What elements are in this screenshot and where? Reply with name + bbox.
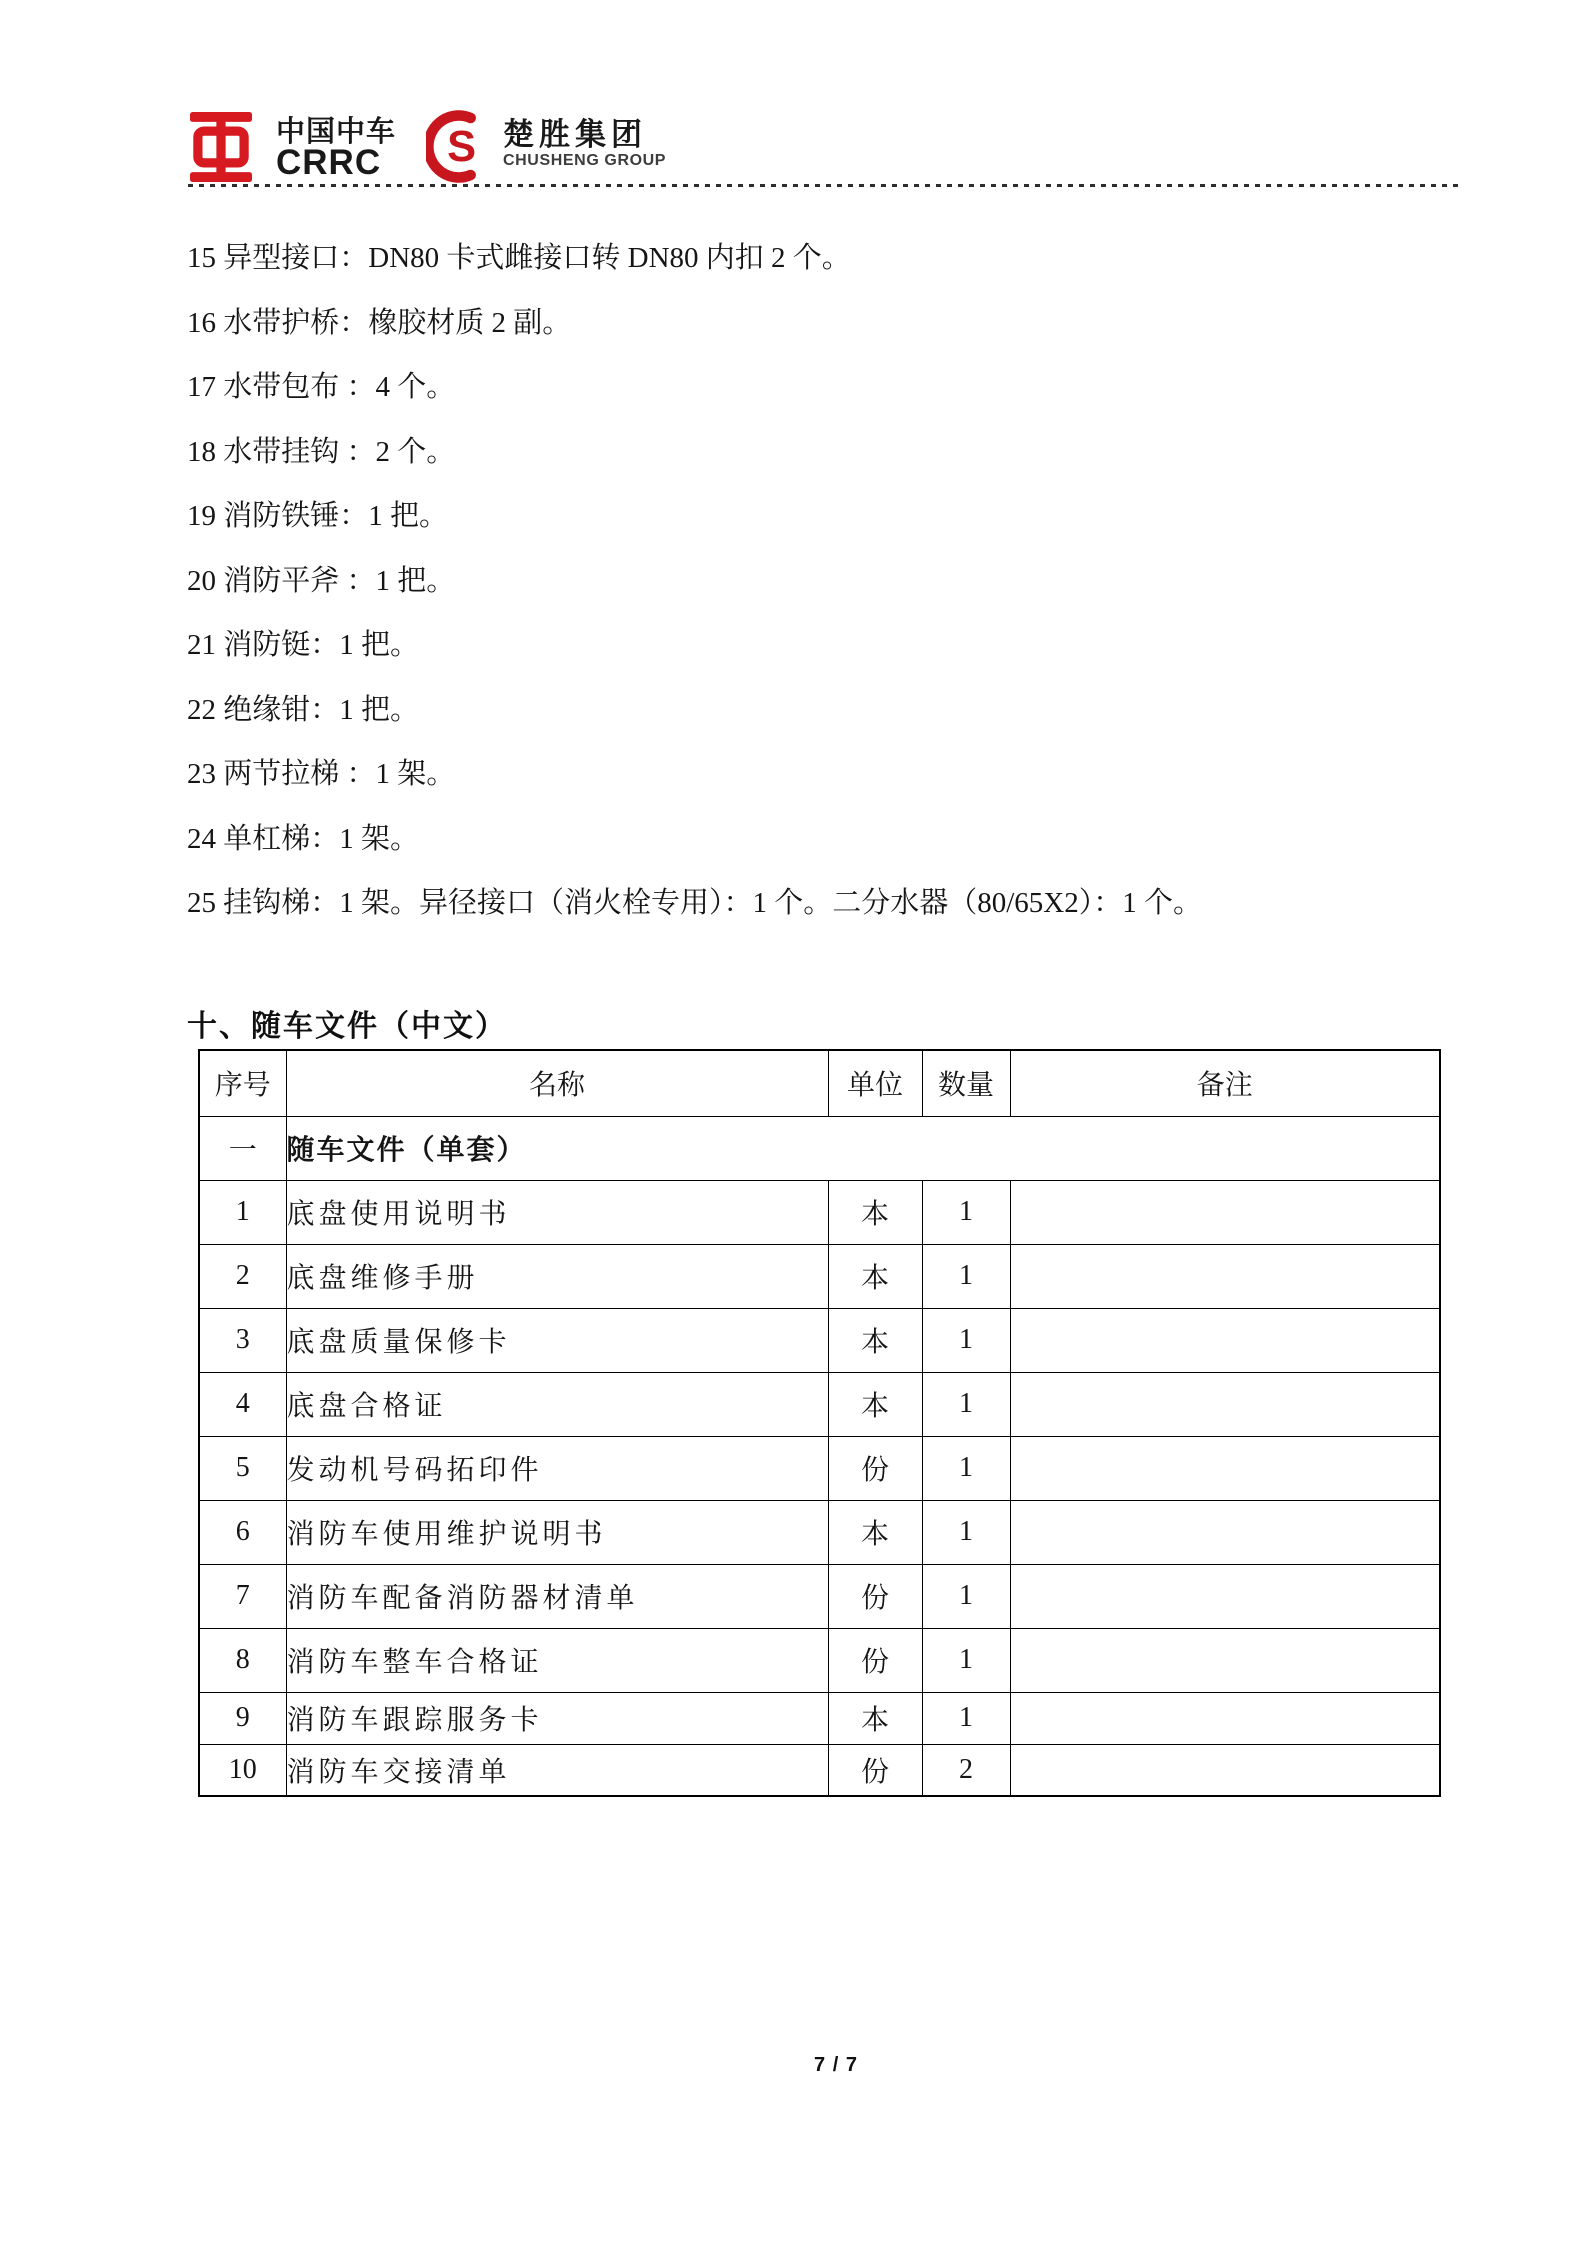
cell-note: [1010, 1564, 1440, 1628]
cell-note: [1010, 1308, 1440, 1372]
cell-name: 底盘维修手册: [286, 1244, 828, 1308]
cell-unit: 本: [828, 1308, 922, 1372]
chusheng-cn-text: 楚胜集团: [503, 117, 647, 152]
cell-name: 底盘合格证: [286, 1372, 828, 1436]
list-item: 18 水带挂钩 ：2 个。: [187, 435, 456, 468]
cell-name: 消防车交接清单: [286, 1744, 828, 1796]
cell-unit: 本: [828, 1500, 922, 1564]
cell-no: 9: [199, 1692, 286, 1744]
cell-unit: 本: [828, 1180, 922, 1244]
cell-name: 发动机号码拓印件: [286, 1436, 828, 1500]
table-row: [199, 1372, 1440, 1436]
cell-no: 8: [199, 1628, 286, 1692]
cell-qty: 1: [922, 1308, 1010, 1372]
cell-qty: 1: [922, 1500, 1010, 1564]
cell-unit: 份: [828, 1628, 922, 1692]
cell-note: [1010, 1436, 1440, 1500]
cell-note: [1010, 1500, 1440, 1564]
page-number: 7 / 7: [814, 2054, 858, 2076]
cell-note: [1010, 1180, 1440, 1244]
header-note: 备注: [1010, 1050, 1440, 1116]
cell-unit: 份: [828, 1744, 922, 1796]
crrc-en-text: CRRC: [276, 143, 382, 182]
cell-unit: 本: [828, 1372, 922, 1436]
section-row-no: 一: [199, 1116, 286, 1180]
header-qty: 数量: [922, 1050, 1010, 1116]
crrc-wordmark: [276, 116, 397, 182]
cell-qty: 1: [922, 1180, 1010, 1244]
list-item: 22 绝缘钳：1 把。: [187, 693, 420, 726]
cell-qty: 1: [922, 1372, 1010, 1436]
table-header-row: [199, 1050, 1440, 1116]
crrc-logo-icon: [188, 112, 254, 182]
cell-qty: 1: [922, 1564, 1010, 1628]
cell-name: 消防车使用维护说明书: [286, 1500, 828, 1564]
cell-no: 1: [199, 1180, 286, 1244]
header-name: 名称: [286, 1050, 828, 1116]
cell-unit: 份: [828, 1564, 922, 1628]
table-row: [199, 1628, 1440, 1692]
cell-note: [1010, 1244, 1440, 1308]
cell-name: 消防车配备消防器材清单: [286, 1564, 828, 1628]
header-divider: [188, 184, 1458, 187]
crrc-cn-text: 中国中车: [276, 116, 397, 148]
list-item: 25 挂钩梯：1 架。异径接口（消火栓专用）：1 个。二分水器（80/65X2）：1 个。: [187, 887, 1203, 919]
table-row: [199, 1308, 1440, 1372]
list-item: 19 消防铁锤：1 把。: [187, 500, 449, 532]
cell-note: [1010, 1744, 1440, 1796]
list-item: 21 消防铤：1 把。: [187, 629, 420, 661]
cell-name: 底盘使用说明书: [286, 1180, 828, 1244]
cell-no: 6: [199, 1500, 286, 1564]
cell-qty: 1: [922, 1692, 1010, 1744]
svg-text:S: S: [447, 122, 477, 171]
chusheng-logo-icon: [426, 110, 488, 183]
cell-no: 3: [199, 1308, 286, 1372]
cell-no: 4: [199, 1372, 286, 1436]
table-row: [199, 1436, 1440, 1500]
list-item: 16 水带护桥：橡胶材质 2 副。: [187, 306, 572, 339]
header-no: 序号: [199, 1050, 286, 1116]
table-row: [199, 1500, 1440, 1564]
table-row: [199, 1564, 1440, 1628]
cell-note: [1010, 1628, 1440, 1692]
cell-unit: 本: [828, 1244, 922, 1308]
list-item: 24 单杠梯：1 架。: [187, 822, 420, 855]
table-section-row: [199, 1116, 1440, 1180]
cell-qty: 1: [922, 1628, 1010, 1692]
chusheng-en-text: CHUSHENG GROUP: [503, 152, 667, 169]
chusheng-wordmark: [503, 118, 666, 171]
cell-name: 消防车跟踪服务卡: [286, 1692, 828, 1744]
section-title: 十、随车文件（中文）: [187, 1010, 507, 1043]
cell-name: 消防车整车合格证: [286, 1628, 828, 1692]
cell-qty: 1: [922, 1244, 1010, 1308]
cell-no: 10: [199, 1744, 286, 1796]
table-row: [199, 1744, 1440, 1796]
cell-qty: 1: [922, 1436, 1010, 1500]
cell-unit: 本: [828, 1692, 922, 1744]
cell-note: [1010, 1372, 1440, 1436]
list-item: 15 异型接口：DN80 卡式雌接口转 DN80 内扣 2 个。: [187, 242, 851, 274]
cell-name: 底盘质量保修卡: [286, 1308, 828, 1372]
documents-table: [198, 1049, 1441, 1797]
cell-qty: 2: [922, 1744, 1010, 1796]
cell-no: 7: [199, 1564, 286, 1628]
list-item: 23 两节拉梯 ：1 架。: [187, 758, 456, 790]
list-item: 17 水带包布 ：4 个。: [187, 371, 456, 403]
cell-note: [1010, 1692, 1440, 1744]
cell-unit: 份: [828, 1436, 922, 1500]
section-row-name: 随车文件（单套）: [286, 1116, 1440, 1180]
table-row: [199, 1692, 1440, 1744]
list-item: 20 消防平斧 ：1 把。: [187, 564, 456, 597]
table-row: [199, 1180, 1440, 1244]
cell-no: 5: [199, 1436, 286, 1500]
header-unit: 单位: [828, 1050, 922, 1116]
table-row: [199, 1244, 1440, 1308]
cell-no: 2: [199, 1244, 286, 1308]
